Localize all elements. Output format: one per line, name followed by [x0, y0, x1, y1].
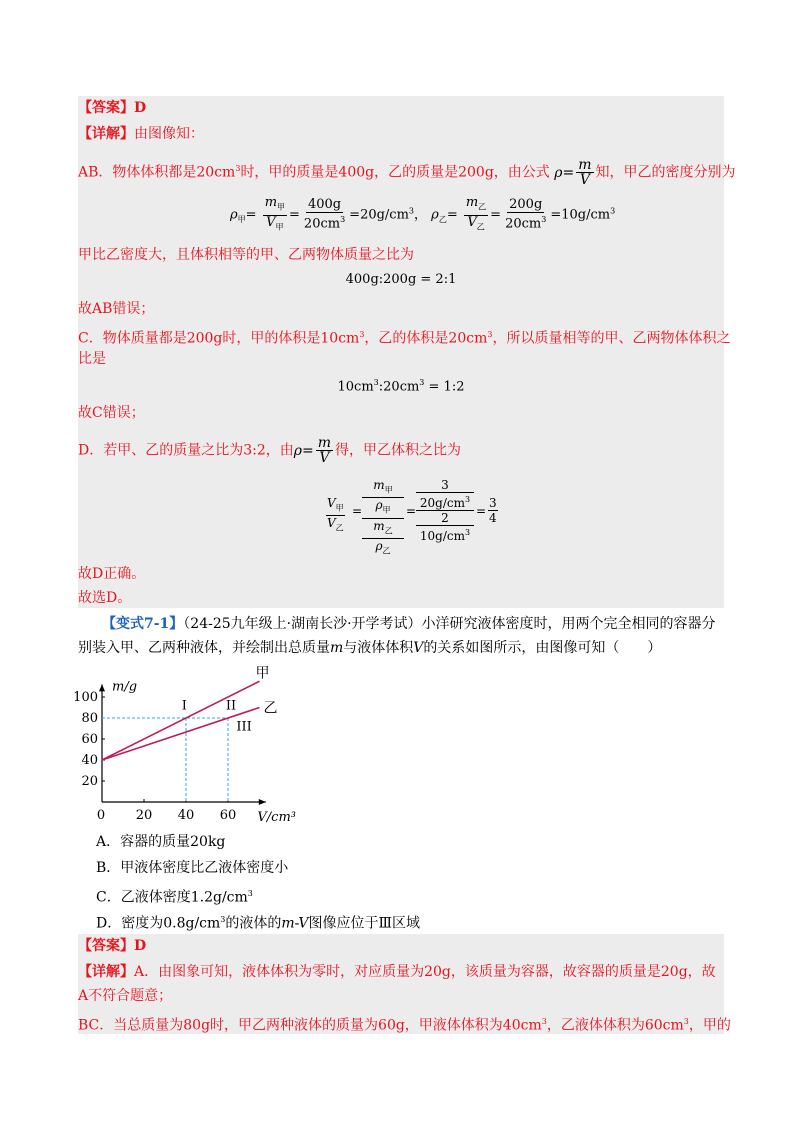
option-d[interactable]: D．密度为$0.8g/cm^3$的液体的m-V图像应位于Ⅲ区域	[96, 915, 421, 932]
series-label: 乙	[263, 700, 278, 717]
y-axis-arrow	[99, 684, 105, 691]
x-tick-label: 20	[135, 808, 153, 823]
x-tick-label: 40	[177, 808, 195, 823]
explain2-line-1: 【详解】A．由图象可知，液体体积为零时，对应质量为20g，该质量为容器，故容器的质量是20g，故	[78, 964, 716, 980]
y-tick-label: 80	[81, 711, 98, 726]
ratio-formula: 400g:200g = 2:1	[345, 272, 457, 287]
y-axis-label: m/g	[112, 679, 138, 695]
option-c[interactable]: C．乙液体密度$1.2g/cm^3$	[96, 889, 253, 906]
region-label: III	[236, 719, 252, 735]
ratio-line: 甲比乙密度大，且体积相等的甲、乙两物体质量之比为	[78, 247, 414, 263]
option-b[interactable]: B．甲液体密度比乙液体密度小	[96, 860, 289, 876]
c-line-2: 比是	[78, 351, 106, 367]
answer-line-1: 【答案】D	[78, 100, 147, 116]
c-wrong: 故C错误；	[78, 405, 145, 421]
x-tick-label: 60	[219, 808, 237, 823]
mass-volume-chart	[73, 660, 318, 830]
explain-intro-1: 【详解】由图像知：	[78, 126, 204, 142]
explain-ab-line: AB．物体体积都是$20cm^3$时，甲的质量是400g，乙的质量是200g，由公式 ρ= $\frac{m}{V}$ 知，甲乙的密度分别为	[78, 157, 736, 188]
explain2-line-3: BC．当总质量为80g时，甲乙两种液体的质量为60g，甲液体体积为$40cm^3$，乙液体体积为$60cm^3$，甲的	[78, 1017, 731, 1034]
x-axis-arrow	[259, 799, 266, 805]
choose: 故选D。	[78, 590, 132, 606]
y-tick-label: 40	[81, 753, 98, 768]
density-formula: $\rho_甲=$ $\frac{m_甲}{V_甲}$ = $\frac{400g}{20cm^3}$ $=20g/cm^3$， $\rho_乙=$ $\frac{m_乙}{V_乙}$ = $\frac{200g}{20cm^3}$ $=10g/cm^3$	[230, 195, 616, 232]
y-tick-label: 60	[81, 732, 98, 747]
option-a[interactable]: A．容器的质量20kg	[96, 834, 226, 850]
question-line-1: 【变式7-1】（24-25九年级上·湖南长沙·开学考试）小洋研究液体密度时，用两个完全相同的容器分	[102, 616, 716, 632]
d-line: D．若甲、乙的质量之比为3:2，由ρ= $\frac{m}{V}$ 得，甲乙体积之比为	[78, 435, 462, 466]
c-formula: $10cm^3:20cm^3$ = 1:2	[337, 378, 465, 395]
y-tick-label: 20	[81, 774, 98, 789]
volume-ratio-formula: $V_甲$ $V_乙$ = $m_甲$ $\rho_甲$ $m_乙$ $\rho_乙$ = 3 $20g/cm^3$ 2 $10g/cm^3$ = 3 4	[327, 478, 497, 556]
question-line-2: 别装入甲、乙两种液体，并绘制出总质量m与液体体积V的关系如图所示，由图像可知（ ）	[78, 640, 662, 656]
x-axis-label: V/cm³	[257, 810, 296, 825]
region-label: I	[181, 698, 187, 714]
d-right: 故D正确。	[78, 566, 146, 582]
x-tick-label: 0	[96, 808, 106, 823]
series-label: 甲	[255, 665, 270, 682]
region-label: II	[225, 698, 237, 714]
y-tick-label: 100	[73, 690, 98, 705]
answer-line-2: 【答案】D	[78, 938, 147, 954]
c-line: C．物体质量都是200g时，甲的体积是$10cm^3$，乙的体积是$20cm^3$，所以质量相等的甲、乙两物体体积之	[78, 330, 731, 347]
explain2-line-2: A不符合题意；	[78, 988, 173, 1004]
ab-wrong: 故AB错误；	[78, 301, 155, 317]
